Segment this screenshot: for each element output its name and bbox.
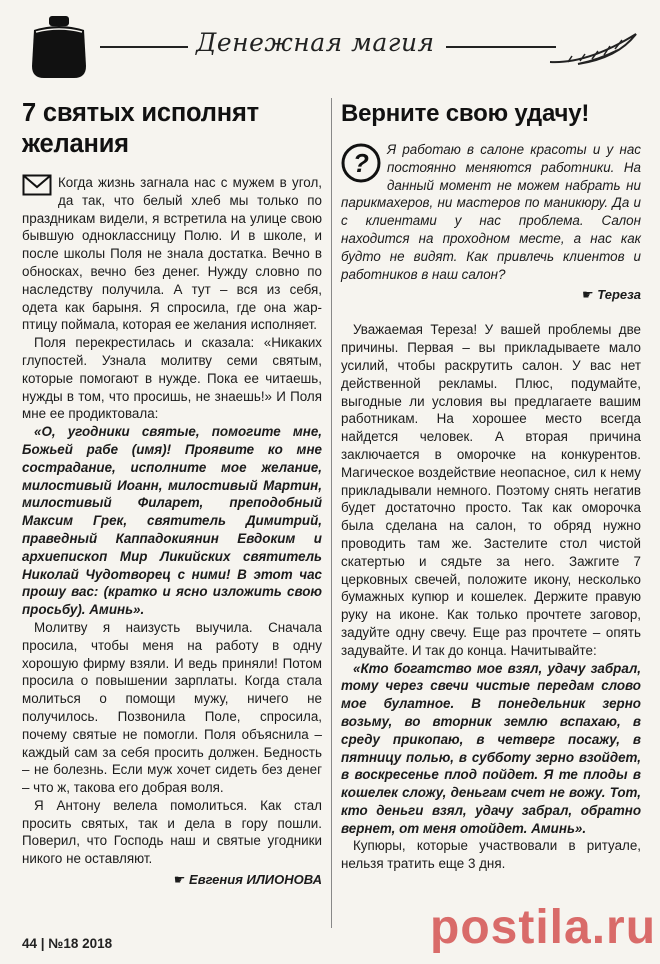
prayer-text: «О, угодники святые, помогите мне, Божьей рабе (имя)! Проявите ко мне сострадание, исполните мое желание, милостивый Иоанн, милостивый Мартин, милостивый Филарет, преподобный Максим Грек, святитель Димитрий, праведный Каппадокиянин Евдоким и архиепископ Мир Ликийских святитель Николай Чудотворец с ними! В этот час прошу вас: (кратко и ясно изложить свою просьбу). Аминь». — [22, 424, 322, 618]
reader-question — [341, 141, 641, 283]
closing-text: Купюры, которые участвовали в ритуале, нельзя тратить еще 3 дня. — [341, 838, 641, 872]
left-article — [22, 98, 322, 888]
envelope-icon — [22, 174, 52, 196]
section-title: Денежная магия — [196, 28, 435, 57]
svg-text:?: ? — [353, 148, 369, 178]
left-paragraph-2: Поля перекрестилась и сказала: «Никаких глупостей. Узнала молитву семи святым, которые помогают в нужде. Пока ее читаешь, нужды в том, что просишь, не знаешь!» И Поля мне ее продиктовала: — [22, 335, 322, 422]
spell-text: «Кто богатство мое взял, удачу забрал, тому через свечи чистые передам слово мое булатное. В понедельник зерно возьму, во вторник землю вспахаю, в среду прикопаю, в четверг посажу, в пятницу полью, в субботу зерно взойдет, в воскресенье плод пойдет. Я те плоды в кошелек сложу, деньгам счет не вожу. Тот, кто деньги взял, удачу забрал, обратно вернет, от меня отойдет. Аминь». — [341, 660, 641, 836]
answer-text: Уважаемая Тереза! У вашей проблемы две причины. Первая – вы прикладываете мало усилий, чтобы раскрутить салон. У вас нет действенной рекламы. Плюс, подумайте, выгодные ли условия вы предлагаете вашим работникам. На хорошее место всегда найдется человек. А вторая причина заключается в оморочке на конкурентов. Магическое воздействие неопасное, сил к нему прикладывали немного. Поэтому снять негатив будет достаточно просто. Так как оморочка была сделана на салон, то обряд нужно проводить там же. Застелите стол чистой скатертью и сядьте за него. Зажгите 7 церковных свечей, положите икону, несколько бумажных купюр и кошелек. Держите правую руку на иконе. Как только прочтете заговор, задуйте одну свечу. Еще раз прочтете – опять задувайте. И так до конца. Начитывайте: — [341, 322, 641, 658]
page-header — [0, 0, 660, 88]
header-rule-left — [100, 46, 188, 48]
column-divider — [331, 98, 332, 928]
reader-question-text: Я работаю в салоне красоты и у нас постоянно меняются работники. На данный момент не можем набрать ни парикмахеров, ни мастеров по маникюру. Да и с клиентами у нас проблема. Салон находится на проходном месте, а нас как будто не видят. Как привлечь клиентов и работников в наш салон? — [341, 142, 641, 282]
question-icon — [341, 143, 381, 183]
left-paragraph-1 — [22, 174, 322, 334]
signature-mark-icon: ☛ — [582, 287, 594, 303]
left-paragraph-3: Молитву я наизусть выучила. Сначала просила, чтобы меня на работу в одну хорошую фирму взяли. И ведь приняли! Потом просила о повышении зарплаты. Когда стала молиться о помощи мужу, ничего не получилось. Позвонила Поле, спросила, почему святые не помогли. Поля объяснила – каждый сам за себя просить должен. Бедность – не болезнь. Если муж хочет сидеть без денег – что ж, такова его добрая воля. — [22, 619, 322, 796]
question-signature — [341, 287, 641, 303]
purse-icon — [28, 14, 90, 80]
question-signature-name: Тереза — [597, 287, 641, 303]
signature-mark-icon: ☛ — [173, 872, 186, 888]
watermark: postila.ru — [430, 901, 657, 954]
right-article-title: Верните свою удачу! — [341, 100, 590, 127]
page-footer: 44 | №18 2018 — [22, 936, 113, 951]
left-paragraph-1-text: Когда жизнь загнала нас с мужем в угол, да так, что белый хлеб мы только по праздникам видели, я встретила на улице свою бывшую одноклассницу Полю. И в школе, и после школы Поля не знала достатка. Вечно в обносках, вечно без денег. Нужду словно по наследству получила. А тут – вся из себя, одета как барыня. Я спросила, где она жар-птицу поймала, которая ее желания исполняет. — [22, 175, 322, 333]
left-article-title: 7 святых исполнят желания — [22, 99, 259, 158]
feather-icon — [548, 30, 638, 70]
left-paragraph-4: Я Антону велела помолиться. Как стал просить святых, так и дела в гору пошли. Поверил, что Господь наш и святые угодники никого не оставляют. — [22, 797, 322, 867]
left-signature-name: Евгения ИЛИОНОВА — [189, 872, 322, 888]
left-signature — [22, 872, 322, 888]
right-article — [341, 98, 641, 873]
header-rule-right — [446, 46, 556, 48]
